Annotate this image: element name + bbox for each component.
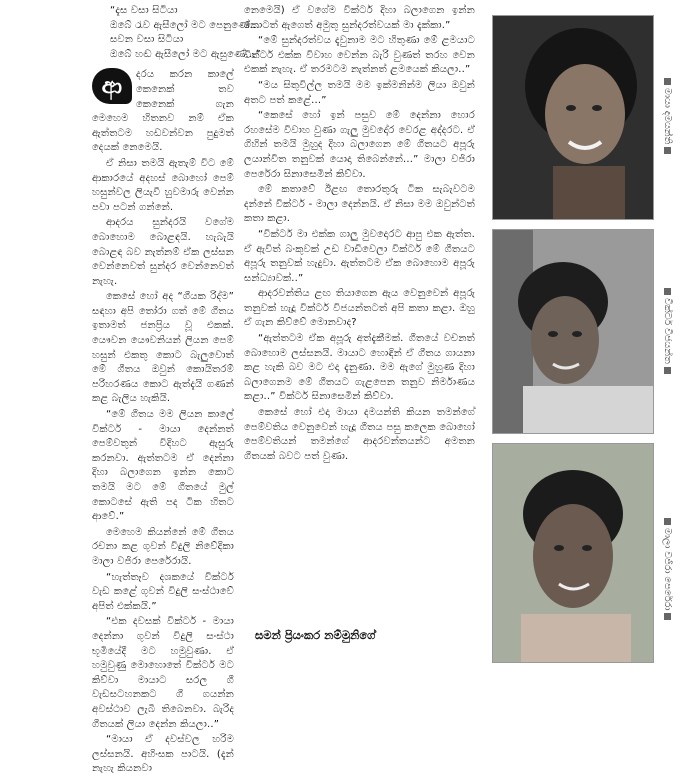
lyrics-line: සවන වසා සිටියා — [110, 34, 184, 46]
photo-caption — [659, 515, 675, 665]
photo-caption — [659, 285, 675, 435]
caption-text: මායා දමයන්ති — [662, 88, 673, 145]
body-paragraph: “මේ ගීතය මම ලියන කාලේ වික්ටර් - මායා දෙන්නත් පෙම්වතුන් විදිහට ඇසුරු කරනවා. ඇත්තටම ඒ දෙන්නා දිහා බලාගෙන ඉන්න කොට තමයි මට මේ ගීතයේ මුල් කොටසේ ඇති පද ටික හිතට ආවේ.” — [92, 409, 234, 523]
caption-bullet-icon — [664, 613, 671, 620]
lyrics-line: ඔබේ හඬ ඇසීලෝ මට ඇසුණේ...” — [110, 48, 261, 60]
body-paragraph: ආදරය සුන්දරයි වගේම බොහොම බොළඳයි. හැබැයි බොළඳ බව නැත්නම් ඒක ලස්සන වෙන්නෙවත් සුන්දර වෙන්නෙවත් නැහැ. — [92, 217, 234, 287]
opening-paragraph — [92, 68, 234, 156]
body-paragraph: “මායා ඒ දවස්වල හරිම ලස්සනයි. අහිංසක පාටයි. (දැන් නැහැ කියනවා — [92, 734, 234, 775]
caption-bullet-icon — [664, 518, 671, 525]
portrait-photo — [492, 229, 654, 434]
portrait-illustration — [493, 230, 653, 433]
body-paragraph: ආදරවන්තිය ළඟ තියාගෙන ඇය වෙනුවෙන් අපූරු තනුවක් හැදූ වික්ටර් විජයන්තටත් අපි කතා කළා. ඔහු ඒ ගැන කිව්වේ මොනවාද? — [244, 288, 475, 329]
body-paragraph: “වික්ටර් මා එක්ක ගාලු මුවදොරට ආපු එක ඇත්ත. ඒ ඇවිත් බංකුවක් උඩ වාඩිවෙලා වික්ටර් මේ ගීතයට අපූරු තනුවක් හැදුවා. ඇත්තටම ඒක බොහොම අපූරු සන්ධ්‍යාවක්..” — [244, 228, 475, 284]
caption-bullet-icon — [664, 288, 671, 295]
body-paragraph: දරය කරන කාලේ කෙනෙක් තව කෙනෙක් ගැන මෙහෙම හිතනව නම් ඒක ඇත්තටම හඩවන්වන පුදුමත් දෙයක් නෙමෙයි. — [92, 69, 234, 154]
portrait-illustration — [493, 16, 653, 219]
caption-text: මාලා වජිරා පෙරේරා — [662, 528, 673, 611]
caption-bullet-icon — [664, 147, 671, 154]
article-column-1 — [92, 4, 261, 778]
lyrics-line: ඔබේ රැව ඇසීලෝ මට පෙනුණේ... — [110, 19, 260, 31]
body-paragraph: “මය සිතුවිල්ල තමයි මම ඉක්මනින්ම ලියා ඔවුන් අතට පත් කළේ...” — [244, 79, 475, 106]
article-column-2 — [244, 4, 475, 465]
lyrics-line: “දැස වසා සිටියා — [110, 5, 178, 16]
body-paragraph: “කෙසේ හෝ ඉන් පසුව මේ දෙන්නා හොර රහසේම විවාහ වුණා ගැලු මුවදෝර වෙරළ අද්දරට. ඒ ගිහින් තමයි මුහුද දිහා බලාගෙන මේ ගීතයට අපූරු ලයාන්විත තනුවක් යොදා තිබෙන්නේ...” මාලා වජිරා පෙරේරා සිනාසෙමින් කිව්වා. — [244, 110, 475, 180]
body-paragraph: “මේ සුන්දරත්වය දැවුනාම මට හිතුණා මේ ළමයාට වික්ටර් එක්ක විවාහ වෙන්න බැරි වුණත් තරහ වෙන එකක් නැහැ. ඒ තරමටම නැත්නත් ළමයෙක් කියලා..” — [244, 35, 475, 76]
body-paragraph: “හැත්තෑව දශකයේ වික්ටර් වැඩ කළේ ගුවන් විදුලි සංස්ථාවේ අපිත් එක්කයි.” — [92, 571, 234, 612]
author-byline: සමන් ප්‍රියංකර නම්මුනිගේ — [255, 628, 376, 642]
caption-text: වික්ටර් විජයන්ත — [662, 298, 673, 364]
caption-bullet-icon — [664, 78, 671, 85]
portrait-illustration — [493, 444, 653, 662]
photo-caption — [659, 75, 675, 225]
portrait-photo — [492, 443, 654, 663]
body-paragraph: “ඇත්තටම ඒක අපූරු අත්දැකීමක්. ගීතයේ වචනත් බොහොම ලස්සනයි. මායාට හොඳින් ඒ ගීතය ගායනා කළ හැකි බව මට එදා දැනුණා. මම ඇගේ මුහුණ දිහා බලාගෙනම මේ ගීතයට ගැළපෙන තනුව නිර්මාණය කළා..” වික්ටර් සිනාසෙමින් කිව්වා. — [244, 333, 475, 403]
drop-cap: ආ — [92, 68, 132, 104]
body-paragraph: කෙසේ හෝ එදා මායා දමයන්ති කියන තමන්ගේ පෙම්වතිය වෙනුවෙන් හැදූ ගීතය පසු කලෙක බොහෝ පෙම්වතියන් තමන්ගේ ආදරවන්තයන්ට අමතන ගීතයක් බවට පත් වුණා. — [244, 407, 475, 462]
body-paragraph: කෙසේ හෝ අද “ගීයක රිද්ම” සඳහා අපි තෝරා ගත් මේ ගීතය ඉතාමත් ජනප්‍රිය වූ එකක්. යෞවන යෞවනියන් ලියන පෙම් හසුන් එකතු කොට බැලුවොත් මේ ගීතය ඔවුන් කොයිතරම් පරිහරණය කොට ඇත්දැයි ගණන් කළ බැලිය හැකියි. — [92, 291, 234, 405]
lyrics-quote — [110, 4, 261, 62]
body-paragraph: මේ කතාවේ ඊළඟ තොරතුරු ටික සැබැවටම දන්නේ වික්ටර් - මාලා දෙන්නයි. ඒ නිසා මම ඔවුන්ටත් කතා කළා. — [244, 184, 475, 225]
portrait-photo — [492, 15, 654, 220]
photo-column — [492, 15, 679, 661]
body-paragraph: නෙමෙයි) ඒ වගේම වික්ටර් දිහා බලාගෙන ඉන්න කොටත් ඇගෙත් අමුතු සුන්දරත්වයක් මා දැක්කා.” — [244, 5, 475, 31]
body-paragraph: “එක දවසක් වික්ටර් - මායා දෙන්නා ගුවන් විදුලි සංස්ථා භූමියේදී මට හමුවුණා. ඒ හමුවුණු මොහොතේ වික්ටර් මට කිව්වා මායාට සරල ගී වැඩසටහනකට ගී ගයන්න අවස්ථාව ලැබී තිබෙනවා. බැරිද ගීතයක් ලියා දෙන්න කියලා..” — [92, 616, 234, 730]
body-paragraph: ඒ නිසා තමයි ඇතැම් විට මේ ආකාරයේ අදහස් බොහෝ පෙම් හසුන්වල ලියැවී හුවමාරු වෙන්න පවා පටන් ගන්නේ. — [92, 157, 234, 213]
body-paragraph: මෙහෙම කියන්නේ මේ ගීතය රචනා කළ ගුවන් විදුලි නිවේදිකා මාලා වජිරා පෙරේරායි. — [92, 526, 234, 567]
caption-bullet-icon — [664, 367, 671, 374]
